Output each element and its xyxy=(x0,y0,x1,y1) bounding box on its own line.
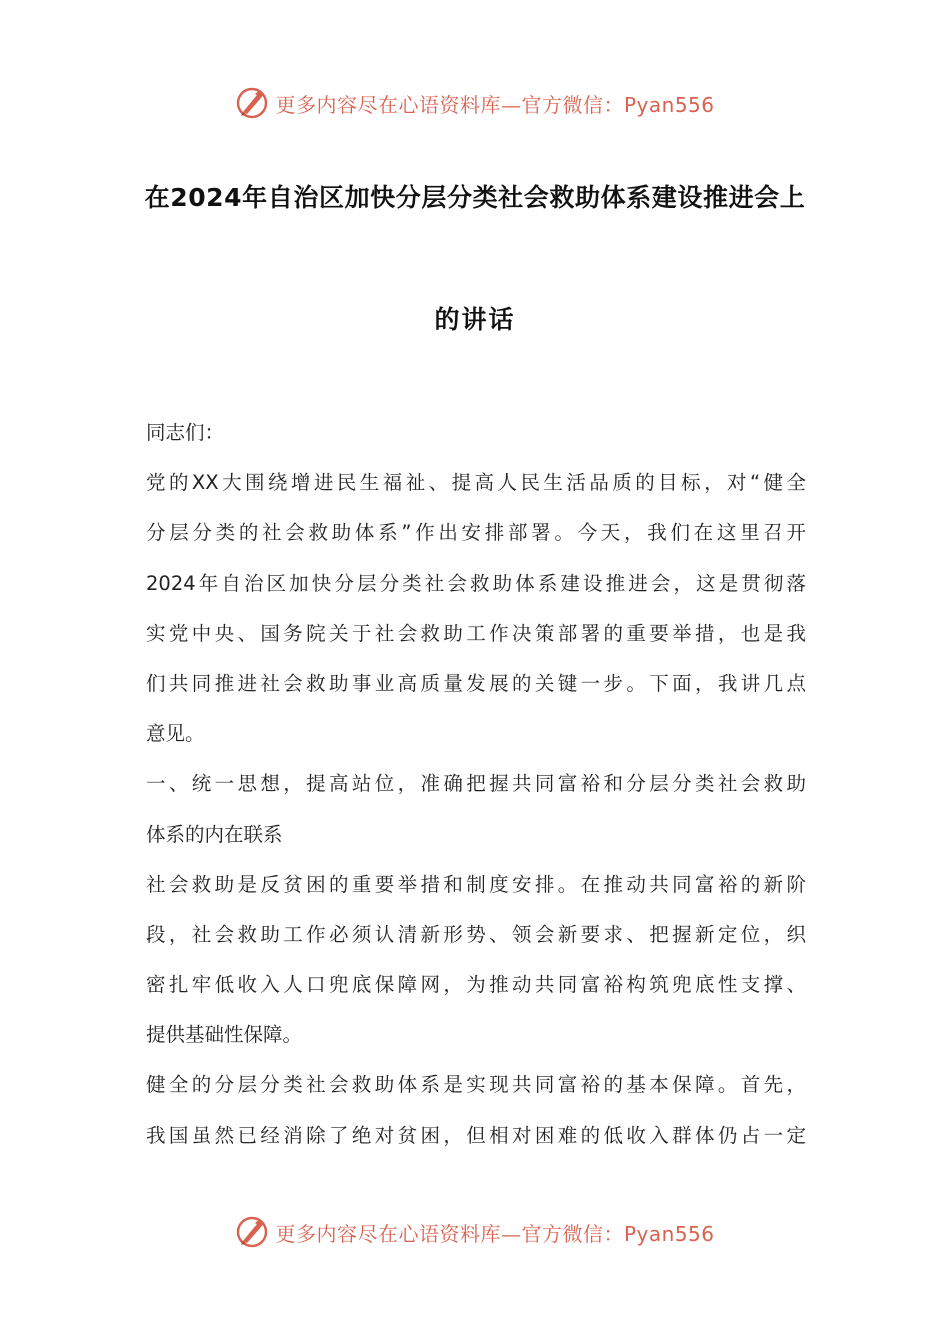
document-title-line-2: 的讲话 xyxy=(434,305,516,334)
pen-logo-icon xyxy=(235,1215,269,1249)
body-line: 社会救助是反贫困的重要举措和制度安排。在推动共同富裕的新阶 xyxy=(146,872,806,896)
header-watermark xyxy=(0,83,950,123)
body-line: 意见。 xyxy=(146,722,205,746)
document-title-line-1: 在2024年自治区加快分层分类社会救助体系建设推进会上 xyxy=(144,183,806,212)
header-watermark-text xyxy=(275,89,714,118)
body-line: 分层分类的社会救助体系”作出安排部署。今天，我们在这里召开 xyxy=(146,521,806,545)
footer-watermark-text xyxy=(275,1218,714,1247)
body-line: 同志们： xyxy=(146,421,225,444)
body-line: 提供基础性保障。 xyxy=(146,1023,303,1047)
body-line: 体系的内在联系 xyxy=(146,822,283,846)
pen-logo-icon xyxy=(235,86,269,120)
body-line: 们共同推进社会救助事业高质量发展的关键一步。下面，我讲几点 xyxy=(146,671,806,695)
body-line: 实党中央、国务院关于社会救助工作决策部署的重要举措，也是我 xyxy=(146,621,806,645)
body-line: 一、统一思想，提高站位，准确把握共同富裕和分层分类社会救助 xyxy=(146,772,806,796)
body-line: 密扎牢低收入人口兜底保障网，为推动共同富裕构筑兜底性支撑、 xyxy=(146,973,806,997)
footer-wechat-id: Pyan556 xyxy=(623,1221,715,1246)
footer-watermark-label: 更多内容尽在心语资料库—官方微信： xyxy=(275,1221,624,1246)
body-line: 段，社会救助工作必须认清新形势、领会新要求、把握新定位，织 xyxy=(146,922,806,946)
body-line: 我国虽然已经消除了绝对贫困，但相对困难的低收入群体仍占一定 xyxy=(146,1123,806,1147)
body-line: 党的XX大围绕增进民生福祉、提高人民生活品质的目标，对“健全 xyxy=(146,471,806,495)
body-line: 健全的分层分类社会救助体系是实现共同富裕的基本保障。首先， xyxy=(146,1073,806,1097)
footer-watermark xyxy=(0,1212,950,1252)
body-line: 2024年自治区加快分层分类社会救助体系建设推进会，这是贯彻落 xyxy=(146,571,806,595)
header-watermark-label: 更多内容尽在心语资料库—官方微信： xyxy=(275,92,624,117)
header-wechat-id: Pyan556 xyxy=(623,92,715,117)
document-body xyxy=(146,408,806,1161)
